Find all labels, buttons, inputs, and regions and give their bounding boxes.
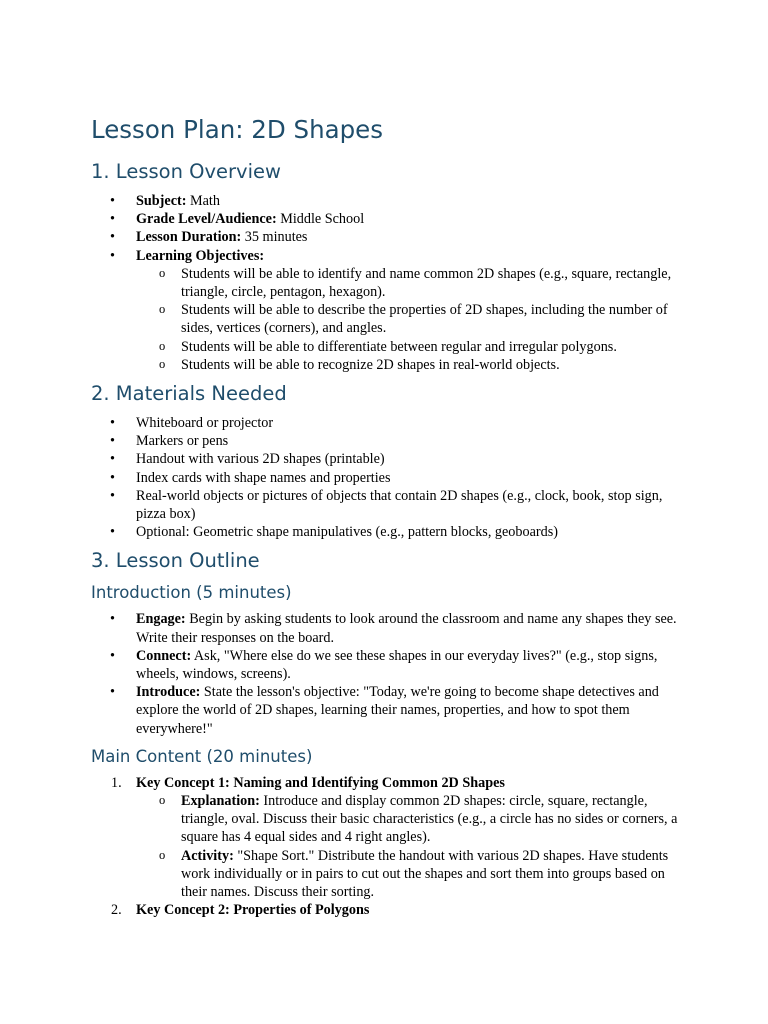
- activity-text: "Shape Sort." Distribute the handout with various 2D shapes. Have students work individually or in pairs to cut out the shapes and sort them into groups based on their names. Discuss their sorting.: [181, 847, 669, 901]
- list-item: • Optional: Geometric shape manipulatives (e.g., pattern blocks, geoboards): [91, 523, 691, 541]
- section-heading-materials: 2. Materials Needed: [91, 382, 287, 406]
- objectives-list: [136, 265, 691, 374]
- objectives-label: Learning Objectives:: [136, 247, 265, 264]
- grade-label: Grade Level/Audience:: [136, 211, 277, 228]
- document-page: [91, 114, 691, 926]
- section-heading-outline: 3. Lesson Outline: [91, 549, 260, 573]
- key-concept-title: Key Concept 2: Properties of Polygons: [136, 902, 370, 919]
- list-item: [91, 210, 691, 228]
- list-item: • Real-world objects or pictures of objects that contain 2D shapes (e.g., clock, book, stop sign, pizza box): [91, 487, 691, 523]
- list-number: 2.: [111, 902, 122, 919]
- list-number: 1.: [111, 774, 122, 791]
- list-item: [91, 192, 691, 210]
- introduction-list: [91, 610, 691, 737]
- key-concept-title: Key Concept 1: Naming and Identifying Common 2D Shapes: [136, 774, 505, 791]
- list-item: [91, 683, 691, 738]
- list-item: • Whiteboard or projector: [91, 414, 691, 432]
- materials-list: [91, 414, 691, 541]
- list-item: • Handout with various 2D shapes (printable): [91, 450, 691, 468]
- introduce-label: Introduce:: [136, 684, 201, 701]
- list-item: o Students will be able to differentiate between regular and irregular polygons.: [136, 338, 691, 356]
- list-item: [91, 610, 691, 646]
- list-item: o Students will be able to identify and name common 2D shapes (e.g., square, rectangle, triangle, circle, pentagon, hexagon).: [136, 265, 691, 301]
- activity-label: Activity:: [181, 847, 234, 864]
- main-content-list: [91, 774, 691, 920]
- subject-value: Math: [186, 193, 220, 209]
- list-item: [136, 792, 691, 847]
- list-item: [91, 901, 691, 919]
- list-item: o Students will be able to describe the properties of 2D shapes, including the number of sides, vertices (corners), and angles.: [136, 301, 691, 337]
- page-title: Lesson Plan: 2D Shapes: [91, 115, 384, 144]
- subject-label: Subject:: [136, 193, 187, 209]
- list-item: o Students will be able to recognize 2D shapes in real-world objects.: [136, 356, 691, 374]
- list-item: [91, 228, 691, 246]
- explanation-text: Introduce and display common 2D shapes: circle, square, rectangle, triangle, oval. Discuss their basic characteristics (e.g., a circle has no sides or corners, a square has 4 equal sides and 4 right angles).: [181, 793, 678, 846]
- engage-label: Engage:: [136, 611, 186, 628]
- connect-label: Connect:: [136, 647, 192, 664]
- introduce-text: State the lesson's objective: "Today, we're going to become shape detectives and explore the world of 2D shapes, learning their names, properties, and how to spot them everywhere!": [136, 684, 659, 737]
- duration-value: 35 minutes: [241, 229, 308, 246]
- duration-label: Lesson Duration:: [136, 229, 242, 246]
- list-item: [91, 774, 691, 901]
- list-item: • Index cards with shape names and properties: [91, 469, 691, 487]
- section-heading-overview: 1. Lesson Overview: [91, 160, 281, 183]
- engage-text: Begin by asking students to look around the classroom and name any shapes they see. Write their responses on the board.: [136, 611, 677, 646]
- list-item: [91, 247, 691, 374]
- subheading-introduction: Introduction (5 minutes): [91, 583, 292, 603]
- key-concept-details: [136, 792, 691, 901]
- list-item: [136, 847, 691, 902]
- grade-value: Middle School: [276, 211, 365, 228]
- explanation-label: Explanation:: [181, 793, 260, 810]
- overview-list: [91, 192, 691, 374]
- connect-text: Ask, "Where else do we see these shapes in our everyday lives?" (e.g., stop signs, wheels, windows, screens).: [136, 647, 658, 683]
- subheading-main-content: Main Content (20 minutes): [91, 746, 313, 766]
- list-item: • Markers or pens: [91, 432, 691, 450]
- list-item: [91, 647, 691, 683]
